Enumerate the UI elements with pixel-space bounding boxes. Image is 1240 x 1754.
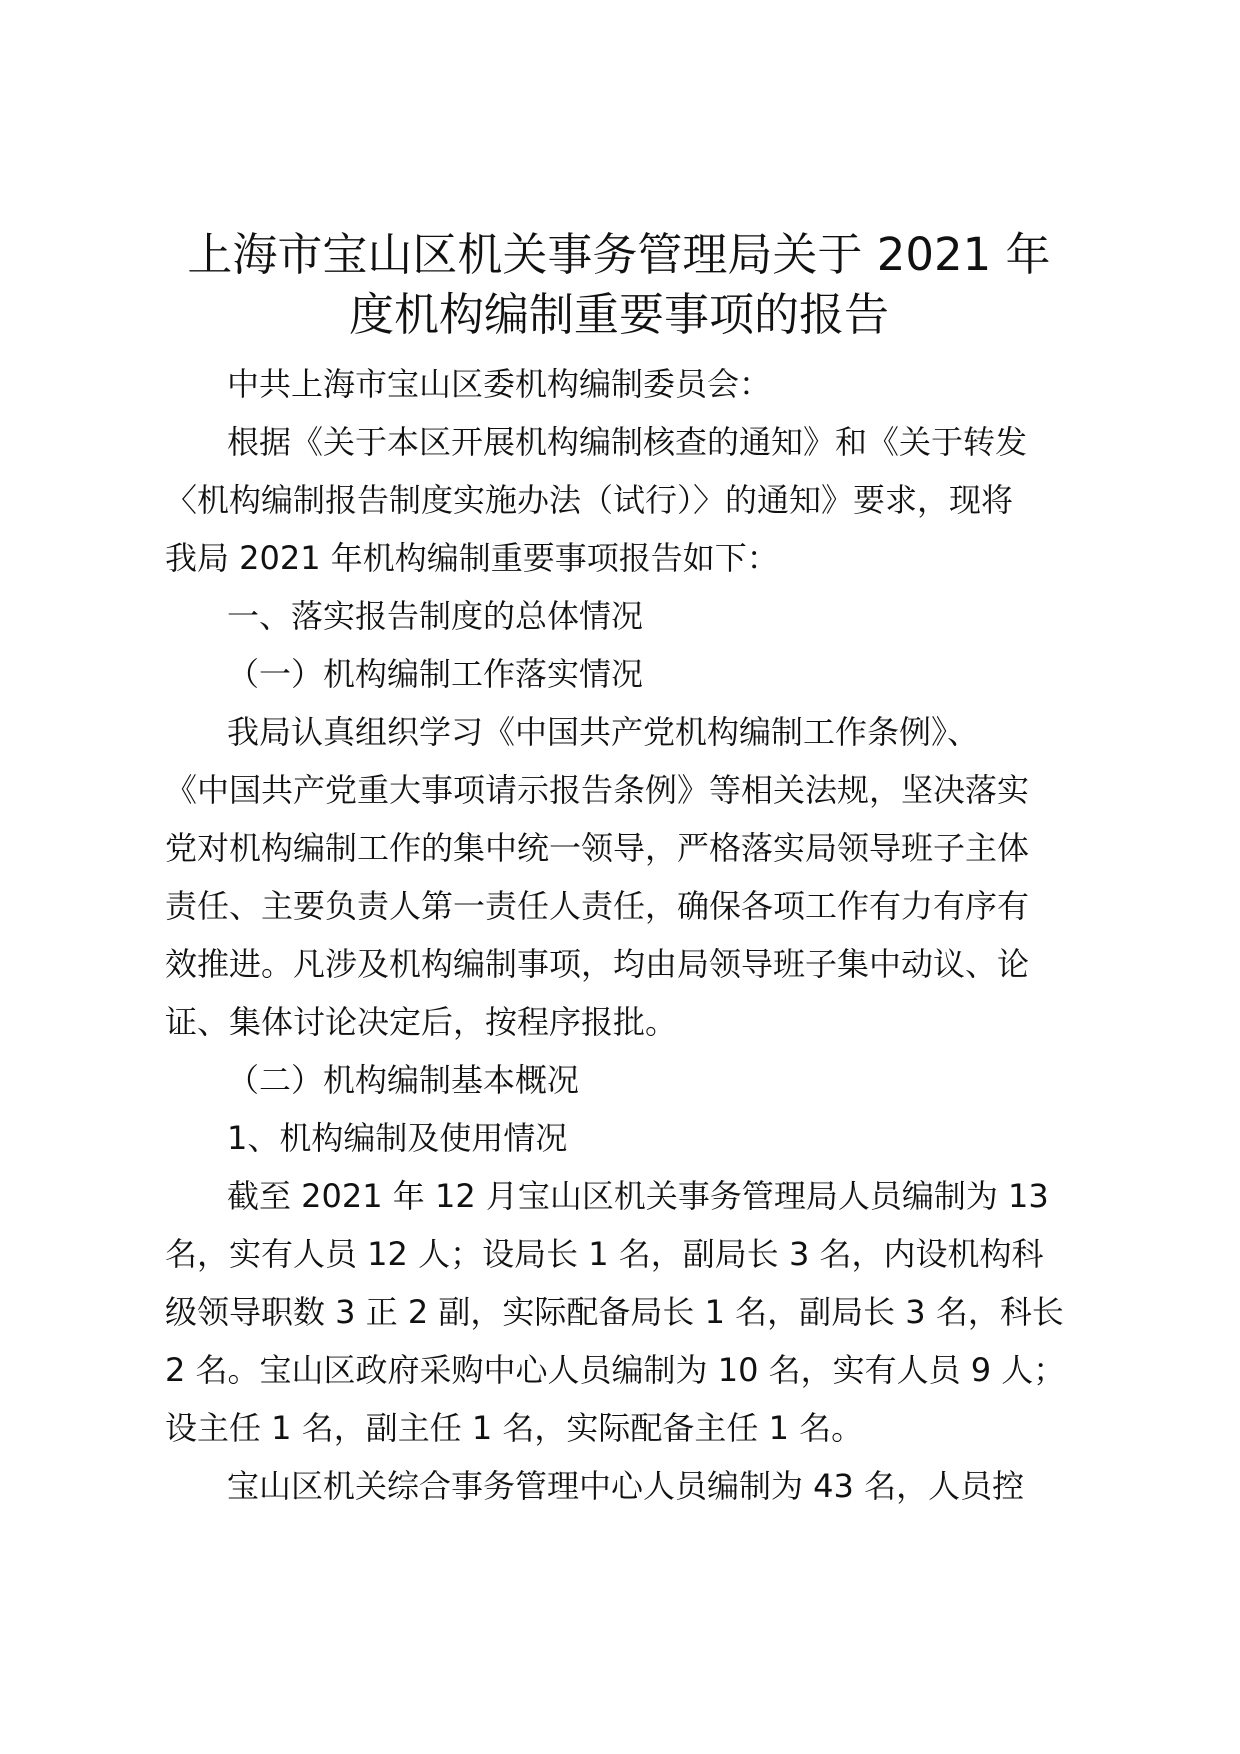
item-heading: 1、机构编制及使用情况 — [227, 1119, 568, 1157]
paragraph-line: 名，实有人员 12 人；设局长 1 名，副局长 3 名，内设机构科 — [165, 1235, 1044, 1273]
paragraph-line: 责任、主要负责人第一责任人责任，确保各项工作有力有序有 — [165, 887, 1030, 925]
paragraph-line: 设主任 1 名，副主任 1 名，实际配备主任 1 名。 — [165, 1409, 864, 1447]
paragraph-implementation — [165, 703, 1080, 1051]
paragraph-line: 效推进。凡涉及机构编制事项，均由局领导班子集中动议、论 — [165, 945, 1030, 983]
paragraph-line: 证、集体讨论决定后，按程序报批。 — [165, 1003, 678, 1041]
paragraph-line: 我局 2021 年机构编制重要事项报告如下： — [165, 539, 779, 577]
paragraph-line: 《中国共产党重大事项请示报告条例》等相关法规，坚决落实 — [165, 771, 1030, 809]
document-title — [150, 225, 1088, 345]
document-body — [165, 355, 1080, 1515]
paragraph-line: 级领导职数 3 正 2 副，实际配备局长 1 名，副局长 3 名，科长 — [165, 1293, 1064, 1331]
salutation: 中共上海市宝山区委机构编制委员会： — [227, 365, 772, 403]
paragraph-line: 宝山区机关综合事务管理中心人员编制为 43 名，人员控 — [227, 1467, 1025, 1505]
title-line: 上海市宝山区机关事务管理局关于 2021 年 — [187, 228, 1051, 281]
paragraph-line: 党对机构编制工作的集中统一领导，严格落实局领导班子主体 — [165, 829, 1030, 867]
paragraph-line: 2 名。宝山区政府采购中心人员编制为 10 名，实有人员 9 人； — [165, 1351, 1066, 1389]
section-heading: 一、落实报告制度的总体情况 — [227, 597, 644, 635]
paragraph-line: 截至 2021 年 12 月宝山区机关事务管理局人员编制为 13 — [227, 1177, 1049, 1215]
paragraph-line: 根据《关于本区开展机构编制核查的通知》和《关于转发 — [227, 423, 1028, 461]
paragraph-line: 〈机构编制报告制度实施办法（试行）〉的通知》要求，现将 — [165, 481, 1014, 519]
paragraph-basis — [165, 413, 1080, 587]
subsection-heading: （一）机构编制工作落实情况 — [227, 655, 644, 693]
paragraph-line: 我局认真组织学习《中国共产党机构编制工作条例》、 — [227, 713, 980, 751]
subsection-heading: （二）机构编制基本概况 — [227, 1061, 580, 1099]
title-line: 度机构编制重要事项的报告 — [348, 288, 889, 341]
paragraph-staffing — [165, 1167, 1080, 1457]
